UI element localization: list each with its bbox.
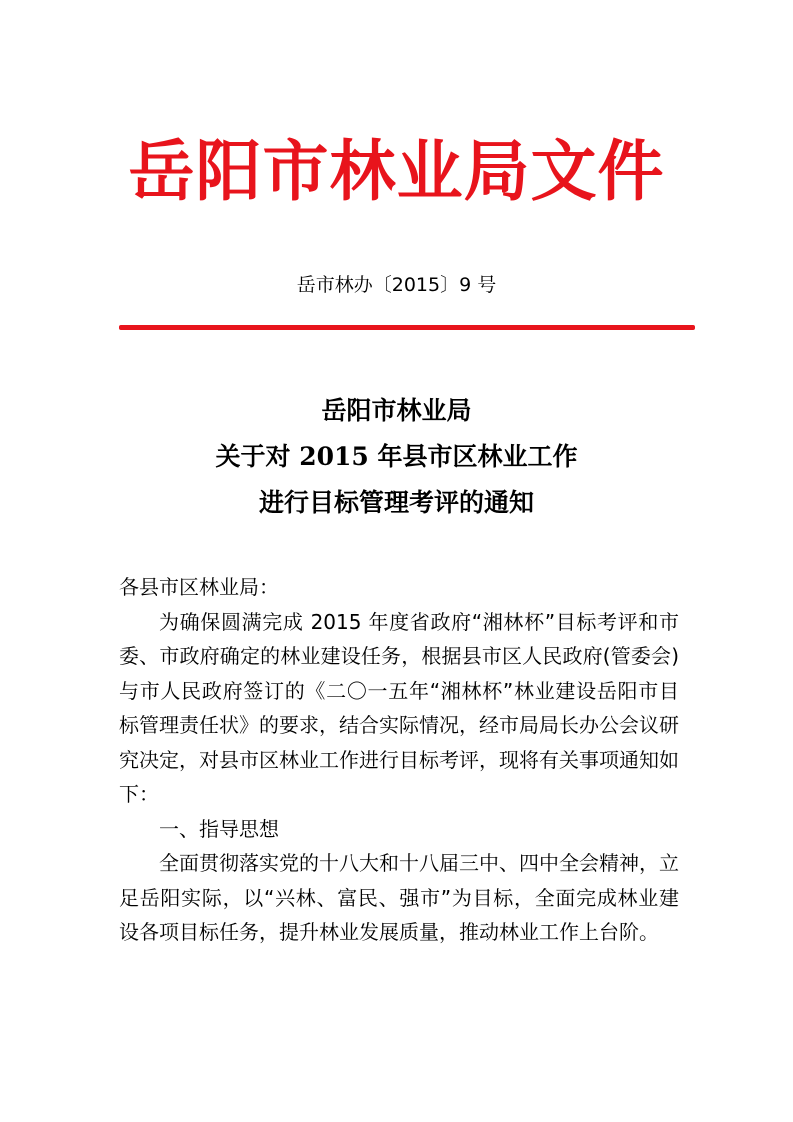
document-number: 岳市林办〔2015〕9 号 xyxy=(296,274,497,296)
document-title xyxy=(0,388,793,526)
title-line-notice: 进行目标管理考评的通知 xyxy=(258,488,534,517)
title-line-subject: 关于对 2015 年县市区林业工作 xyxy=(215,442,578,471)
header-divider-line xyxy=(119,325,695,330)
title-line-issuer: 岳阳市林业局 xyxy=(321,396,472,425)
intro-paragraph: 为确保圆满完成 2015 年度省政府“湘林杯”目标考评和市委、市政府确定的林业建设任务，根据县市区人民政府(管委会)与市人民政府签订的《二〇一五年“湘林杯”林业建设岳阳市目标管理责任状》的要求，结合实际情况，经市局局长办公会议研究决定，对县市区林业工作进行目标考评，现将有关事项通知如下： xyxy=(119,609,679,806)
salutation: 各县市区林业局： xyxy=(119,575,279,599)
document-body xyxy=(119,570,679,950)
section-heading-guiding-ideology: 一、指导思想 xyxy=(159,816,279,841)
document-masthead: 岳阳市林业局文件 xyxy=(128,132,665,210)
section-paragraph-guiding-ideology: 全面贯彻落实党的十八大和十八届三中、四中全会精神，立足岳阳实际，以“兴林、富民、强市”为目标，全面完成林业建设各项目标任务，提升林业发展质量，推动林业工作上台阶。 xyxy=(119,851,679,944)
